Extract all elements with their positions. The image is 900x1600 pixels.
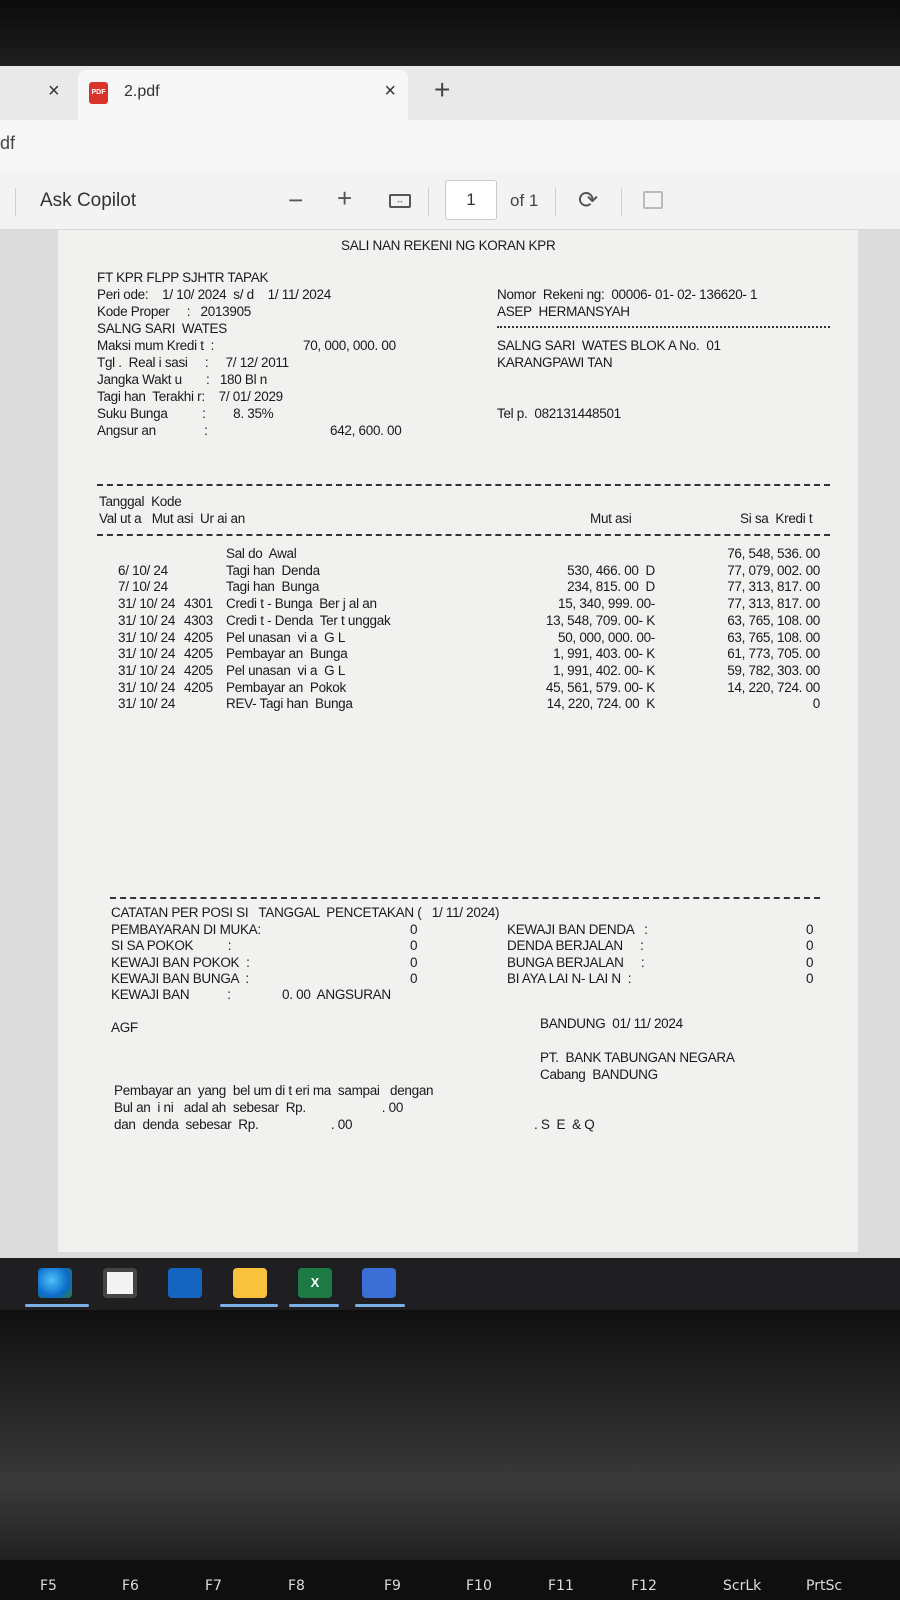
monitor-bezel-top	[0, 0, 900, 66]
edge-icon[interactable]	[38, 1268, 72, 1298]
row-saldo: 77, 313, 817. 00	[727, 579, 820, 595]
key-f11: F11	[548, 1578, 574, 1594]
note-right-label: BI AYA LAI N- LAI N :	[507, 970, 632, 986]
row-uraian: Pel unasan vi a G L	[226, 629, 346, 645]
store-icon[interactable]	[103, 1268, 137, 1298]
row-mutasi: 15, 340, 999. 00-	[558, 596, 655, 612]
row-uraian: Credi t - Bunga Ber j al an	[226, 596, 377, 612]
phone-number: Tel p. 082131448501	[497, 406, 621, 421]
key-f6: F6	[122, 1578, 139, 1594]
row-mutasi: 234, 815. 00 D	[567, 579, 655, 595]
row-uraian: Sal do Awal	[226, 546, 297, 561]
row-mutasi: 13, 548, 709. 00- K	[545, 612, 655, 628]
pdf-file-icon: PDF	[89, 82, 108, 104]
row-saldo: 63, 765, 108. 00	[727, 612, 820, 628]
row-saldo: 0	[812, 696, 820, 712]
account-number: Nomor Rekeni ng: 00006- 01- 02- 136620- 1	[497, 287, 758, 302]
page-number-input[interactable]: 1	[445, 180, 497, 220]
row-tanggal: 7/ 10/ 24	[118, 579, 168, 595]
previous-tab-close-icon[interactable]: ×	[48, 80, 60, 102]
address-text[interactable]: df	[0, 133, 16, 153]
row-mutasi: 14, 220, 724. 00 K	[546, 696, 655, 712]
row-kode: 4205	[184, 646, 213, 662]
row-kode: 4205	[184, 662, 213, 678]
note-left-label: PEMBAYARAN DI MUKA:	[111, 922, 261, 937]
note-right-value: 0	[806, 922, 814, 937]
row-tanggal: 31/ 10/ 24	[118, 629, 176, 645]
agf-label: AGF	[111, 1020, 138, 1035]
row-uraian: Pembayar an Bunga	[226, 646, 348, 662]
row-uraian: REV- Tagi han Bunga	[226, 696, 353, 712]
header-left-6: Jangka Wakt u : 180 Bl n	[97, 372, 267, 387]
row-tanggal: 31/ 10/ 24	[118, 612, 176, 628]
note-right-label: BUNGA BERJALAN :	[507, 954, 645, 970]
row-uraian: Tagi han Bunga	[226, 579, 320, 595]
header-left-9: Angsur an :	[97, 423, 208, 438]
notes-title: CATATAN PER POSI SI TANGGAL PENCETAKAN ( 1/ 11/ 2024)	[111, 905, 500, 920]
document-title: SALI NAN REKENI NG KORAN KPR	[341, 238, 556, 253]
column-header-valuta: Val ut a Mut asi Ur ai an	[99, 511, 245, 526]
header-left-7: Tagi han Terakhi r: 7/ 01/ 2029	[97, 389, 283, 404]
header-left-5: Tgl . Real i sasi : 7/ 12/ 2011	[97, 355, 289, 370]
header-left-8: Suku Bunga : 8. 35%	[97, 406, 274, 421]
page-view-icon[interactable]	[643, 191, 663, 209]
address-line-1: SALNG SARI WATES BLOK A No. 01	[497, 338, 721, 353]
key-f12: F12	[631, 1578, 657, 1594]
installment-value: 642, 600. 00	[330, 423, 402, 438]
bank-name: PT. BANK TABUNGAN NEGARA	[540, 1050, 735, 1065]
note-left-value: 0. 00 ANGSURAN	[282, 987, 391, 1003]
excel-icon[interactable]: X	[298, 1268, 332, 1298]
table-top-divider	[97, 484, 830, 486]
ask-copilot-button[interactable]: Ask Copilot	[40, 190, 137, 211]
note-right-label: KEWAJI BAN DENDA :	[507, 922, 648, 937]
note-left-value: 0	[410, 938, 418, 954]
place-date: BANDUNG 01/ 11/ 2024	[540, 1016, 683, 1031]
address-line-2: KARANGPAWI TAN	[497, 355, 613, 370]
row-uraian: Credi t - Denda Ter t unggak	[226, 612, 391, 628]
row-mutasi: 1, 991, 403. 00- K	[553, 646, 655, 662]
plafond-value: 70, 000, 000. 00	[303, 338, 396, 353]
row-tanggal: 31/ 10/ 24	[118, 662, 176, 678]
row-mutasi: 530, 466. 00 D	[567, 562, 655, 578]
file-explorer-icon[interactable]	[233, 1268, 267, 1298]
footer-text-3: dan denda sebesar Rp. . 00	[114, 1117, 353, 1132]
signature-initials: . S E & Q	[534, 1117, 595, 1132]
column-header-tanggal-kode: Tanggal Kode	[99, 494, 182, 509]
column-header-sisa-kredit: Si sa Kredi t	[740, 511, 813, 526]
header-left-3: SALNG SARI WATES	[97, 321, 227, 336]
active-indicator	[25, 1304, 89, 1307]
app-icon[interactable]	[362, 1268, 396, 1298]
row-uraian: Pembayar an Pokok	[226, 679, 346, 695]
branch-name: Cabang BANDUNG	[540, 1067, 658, 1082]
row-saldo: 59, 782, 303. 00	[727, 662, 820, 678]
row-tanggal: 31/ 10/ 24	[118, 696, 176, 712]
row-saldo: 76, 548, 536. 00	[727, 546, 820, 561]
header-left-4: Maksi mum Kredi t :	[97, 338, 215, 353]
table-header-divider	[97, 534, 830, 536]
row-uraian: Pel unasan vi a G L	[226, 662, 346, 678]
tab-close-icon[interactable]: ×	[384, 80, 396, 102]
header-left-2: Kode Proper : 2013905	[97, 304, 252, 319]
rotate-icon[interactable]: ⟳	[578, 187, 599, 214]
zoom-in-button[interactable]: +	[337, 183, 353, 213]
column-header-mutasi: Mut asi	[590, 511, 632, 526]
row-saldo: 63, 765, 108. 00	[727, 629, 820, 645]
row-mutasi: 50, 000, 000. 00-	[558, 629, 655, 645]
row-kode: 4205	[184, 629, 213, 645]
toolbar-divider	[15, 188, 16, 216]
footer-text-2: Bul an i ni adal ah sebesar Rp. . 00	[114, 1100, 404, 1115]
account-holder: ASEP HERMANSYAH	[497, 304, 630, 319]
note-right-value: 0	[806, 938, 814, 954]
key-f7: F7	[205, 1578, 222, 1594]
note-left-value: 0	[410, 922, 418, 937]
fit-to-width-icon[interactable]: ↔	[389, 194, 411, 208]
header-left-0: FT KPR FLPP SJHTR TAPAK	[97, 270, 269, 285]
header-left-1: Peri ode: 1/ 10/ 2024 s/ d 1/ 11/ 2024	[97, 287, 331, 302]
note-left-label: KEWAJI BAN POKOK :	[111, 954, 250, 970]
note-left-value: 0	[410, 954, 418, 970]
key-f10: F10	[466, 1578, 492, 1594]
zoom-out-button[interactable]: −	[288, 185, 304, 215]
row-saldo: 77, 313, 817. 00	[727, 596, 820, 612]
mail-icon[interactable]	[168, 1268, 202, 1298]
tab-2-pdf[interactable]	[78, 70, 408, 120]
row-tanggal: 6/ 10/ 24	[118, 562, 168, 578]
row-kode: 4303	[184, 612, 213, 628]
row-tanggal: 31/ 10/ 24	[118, 596, 176, 612]
row-tanggal: 31/ 10/ 24	[118, 646, 176, 662]
key-prtsc: PrtSc	[806, 1578, 843, 1594]
note-right-label: DENDA BERJALAN :	[507, 938, 644, 954]
note-left-value: 0	[410, 970, 418, 986]
new-tab-button[interactable]: +	[434, 74, 451, 105]
monitor-bezel-bottom	[0, 1310, 900, 1600]
note-right-value: 0	[806, 954, 814, 970]
note-left-label: SI SA POKOK :	[111, 938, 232, 954]
row-saldo: 14, 220, 724. 00	[727, 679, 820, 695]
row-kode: 4205	[184, 679, 213, 695]
toolbar-divider	[428, 188, 429, 216]
toolbar-divider	[555, 188, 556, 216]
active-indicator	[289, 1304, 339, 1307]
row-kode: 4301	[184, 596, 213, 612]
header-dotted-divider	[497, 326, 830, 328]
row-mutasi: 1, 991, 402. 00- K	[553, 662, 655, 678]
notes-divider	[110, 897, 820, 899]
active-indicator	[220, 1304, 278, 1307]
key-f9: F9	[384, 1578, 401, 1594]
key-scrlk: ScrLk	[723, 1578, 762, 1594]
active-indicator	[355, 1304, 405, 1307]
note-right-value: 0	[806, 970, 814, 986]
row-tanggal: 31/ 10/ 24	[118, 679, 176, 695]
note-left-label: KEWAJI BAN BUNGA :	[111, 970, 249, 986]
key-f8: F8	[288, 1578, 305, 1594]
row-saldo: 77, 079, 002. 00	[727, 562, 820, 578]
address-bar[interactable]	[0, 120, 900, 172]
key-f5: F5	[40, 1578, 57, 1594]
footer-text-1: Pembayar an yang bel um di t eri ma sampai dengan	[114, 1083, 434, 1098]
note-left-label: KEWAJI BAN :	[111, 987, 231, 1003]
tab-title: 2.pdf	[124, 83, 160, 100]
row-saldo: 61, 773, 705. 00	[727, 646, 820, 662]
row-uraian: Tagi han Denda	[226, 562, 320, 578]
row-mutasi: 45, 561, 579. 00- K	[545, 679, 655, 695]
page-total-label: of 1	[510, 191, 539, 210]
toolbar-divider	[621, 188, 622, 216]
